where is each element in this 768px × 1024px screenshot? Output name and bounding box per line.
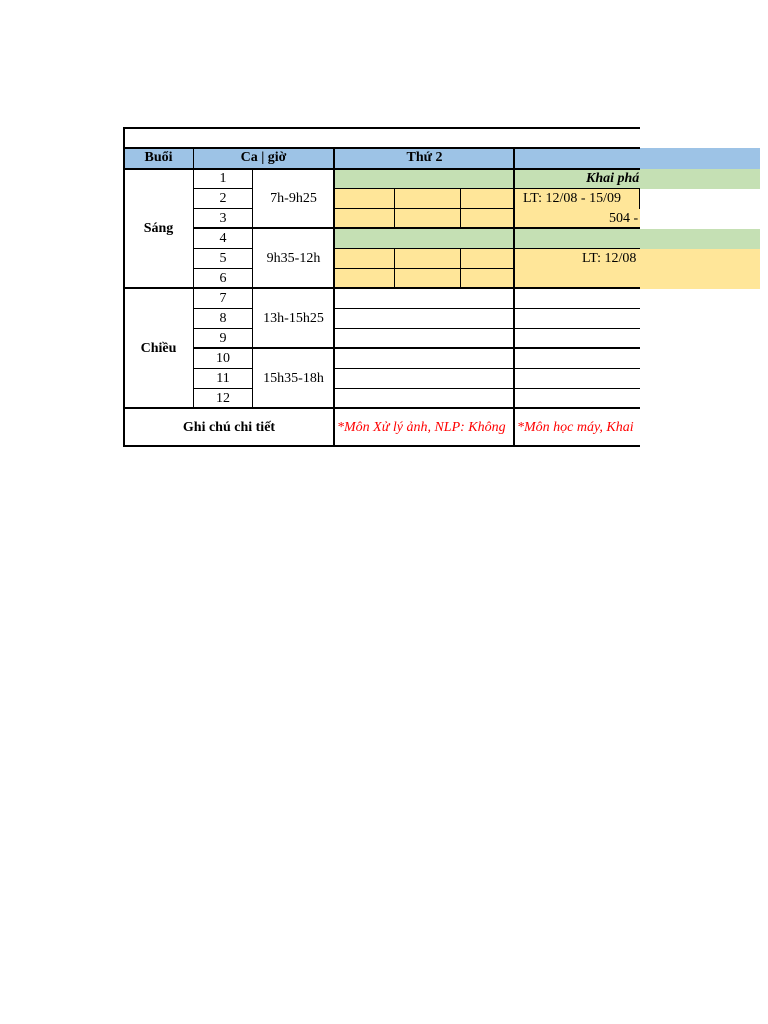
grid-line <box>334 388 640 389</box>
period-number: 8 <box>219 311 227 326</box>
thu2-period4-cell <box>335 229 514 249</box>
period-number: 7 <box>219 291 227 306</box>
time-range-2: 9h35-12h <box>266 251 321 266</box>
grid-line <box>639 189 640 209</box>
grid-line <box>193 328 253 329</box>
period-number: 1 <box>219 171 227 186</box>
period-number: 3 <box>219 211 227 226</box>
notes-clip-thu3 <box>515 409 640 446</box>
header-thu2: Thứ 2 <box>406 150 443 165</box>
thu3-course-title: Khai phá <box>586 171 640 186</box>
grid-line <box>193 388 253 389</box>
grid-line <box>334 208 514 209</box>
grid-line <box>123 147 640 149</box>
grid-line <box>193 208 253 209</box>
grid-line <box>334 248 640 249</box>
grid-line <box>513 148 515 447</box>
time-range-4: 15h35-18h <box>263 371 324 386</box>
session-morning: Sáng <box>143 221 174 236</box>
period-number: 4 <box>219 231 227 246</box>
thu2-period5-6-cells <box>335 249 514 289</box>
grid-line <box>193 368 253 369</box>
grid-line <box>123 127 640 129</box>
grid-line <box>123 168 640 170</box>
thu3-lt-row5: LT: 12/08 <box>582 251 637 266</box>
grid-line <box>334 188 640 189</box>
grid-line <box>460 189 461 229</box>
grid-line <box>334 308 640 309</box>
grid-line <box>193 227 640 229</box>
period-number: 11 <box>216 371 230 386</box>
header-row-overflow-bg <box>640 148 760 169</box>
header-ca-gio: Ca | giờ <box>240 150 287 165</box>
grid-line <box>394 189 395 229</box>
thu3-note: *Môn học máy, Khai <box>517 420 634 435</box>
thu3-clip-region <box>515 148 640 448</box>
grid-line <box>193 347 640 349</box>
time-range-3: 13h-15h25 <box>263 311 324 326</box>
grid-line <box>123 127 125 447</box>
notes-label: Ghi chú chi tiết <box>182 420 276 435</box>
grid-line <box>394 249 395 289</box>
period-number: 5 <box>219 251 227 266</box>
grid-line <box>334 268 514 269</box>
grid-line <box>193 188 253 189</box>
session-afternoon: Chiều <box>140 341 177 356</box>
thu2-note: *Môn Xử lý ảnh, NLP: Không <box>337 420 506 435</box>
grid-line <box>334 328 640 329</box>
period-number: 6 <box>219 271 227 286</box>
thu3-lt-row2: LT: 12/08 - 15/09 <box>523 191 621 206</box>
time-range-1: 7h-9h25 <box>270 191 317 206</box>
grid-line <box>193 248 253 249</box>
thu2-period1-cell <box>335 169 514 189</box>
grid-line <box>123 287 640 289</box>
grid-line <box>334 368 640 369</box>
thu2-period2-3-cells <box>335 189 514 229</box>
thu3-room-row3: 504 - <box>609 211 639 226</box>
grid-line <box>460 249 461 289</box>
period-number: 12 <box>216 391 230 406</box>
grid-line <box>123 407 640 409</box>
period-number: 10 <box>216 351 230 366</box>
grid-line <box>252 169 253 408</box>
grid-line <box>333 148 335 447</box>
grid-line <box>193 148 194 408</box>
grid-line <box>123 445 640 447</box>
grid-line <box>193 308 253 309</box>
period-number: 2 <box>219 191 227 206</box>
grid-line <box>193 268 253 269</box>
header-buoi: Buổi <box>144 150 173 165</box>
period-number: 9 <box>219 331 227 346</box>
